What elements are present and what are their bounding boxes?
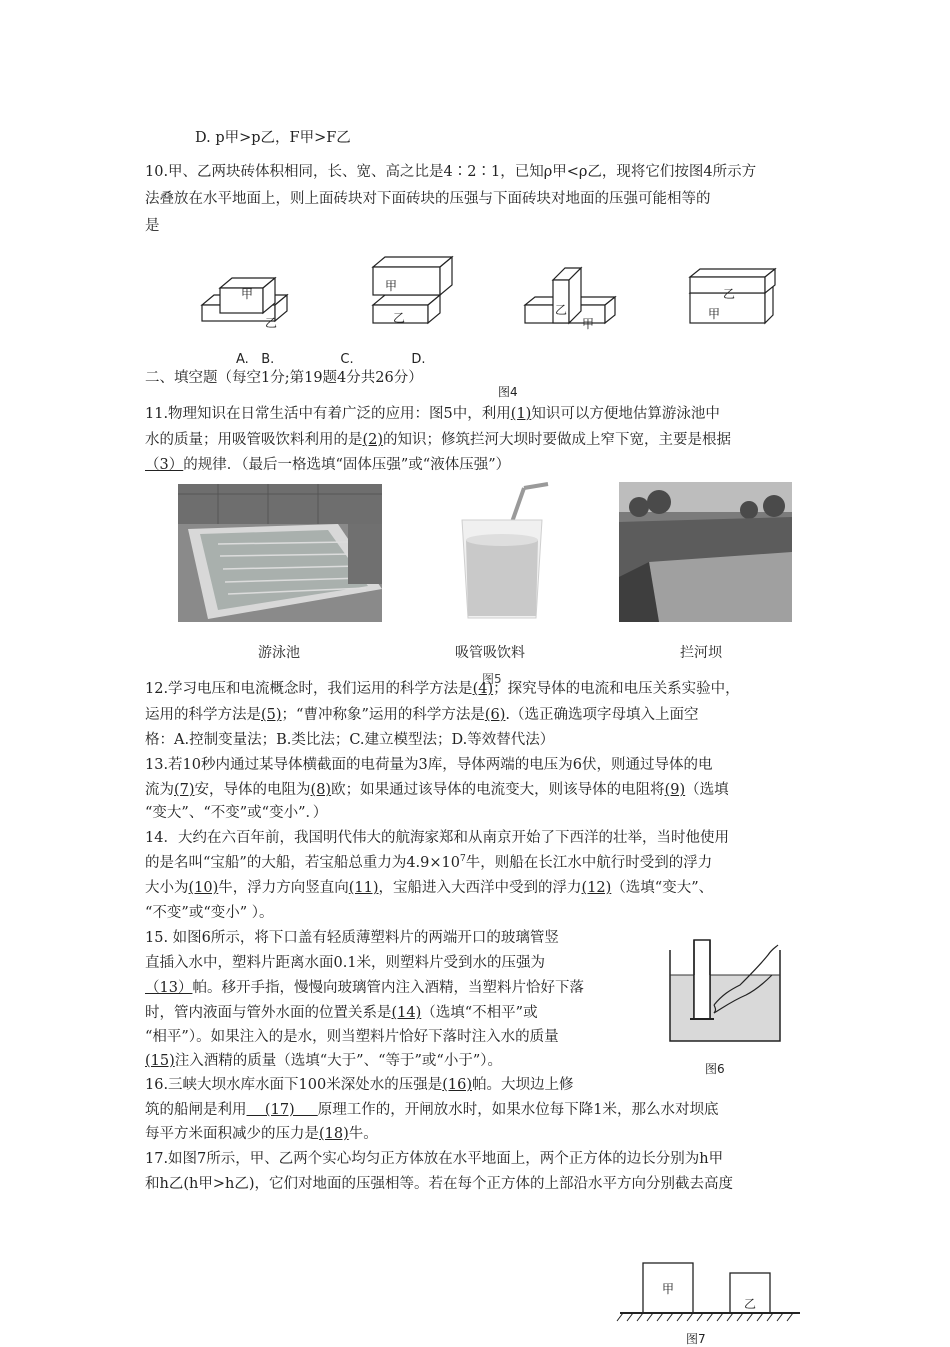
blank-9: (9) (664, 782, 686, 798)
figure-4-bricks (195, 250, 795, 340)
cube-jia-label: 甲 (662, 1282, 675, 1296)
blank-3: （3） (145, 457, 184, 473)
photo-caption-dam: 拦河坝 (680, 645, 722, 661)
blank-2: (2) (362, 432, 384, 448)
swimming-pool-photo (178, 484, 382, 622)
q11-line3: （3）的规律．（最后一格选填“固体压强”或“液体压强”） (145, 457, 511, 473)
blank-14: (14) (391, 1005, 422, 1021)
q14-line2: 的是名叫“宝船”的大船，若宝船总重力为$4.9\times 10^7$牛，则船在长江水中航行时受到的浮力 (145, 854, 713, 871)
brick-stack-c (525, 268, 615, 323)
q10-line3: 是 (145, 218, 160, 234)
photo-caption-straw: 吸管吸饮料 (455, 645, 525, 661)
q15-line4: 时，管内液面与管外水面的位置关系是(14)（选填“不相平”或 (145, 1005, 538, 1021)
q10-line1: 10.甲、乙两块砖体积相同，长、宽、高之比是4∶2∶1，已知ρ甲<ρ乙，现将它们按图4所示方 (145, 164, 757, 180)
figure-7-caption: 图7 (686, 1332, 706, 1346)
brick-d-jia-label: 甲 (708, 307, 721, 321)
q12-line1: 12.学习电压和电流概念时，我们运用的科学方法是(4)；探究导体的电流和电压关系实验中， (145, 681, 740, 697)
q14-line4: “不变”或“变小” ）。 (145, 905, 274, 921)
blank-16: (16) (442, 1077, 472, 1093)
q11-line1: 11.物理知识在日常生活中有着广泛的应用：图5中，利用(1)知识可以方便地估算游泳池中 (145, 406, 720, 422)
q10-option-labels: A. B. C. D. (236, 352, 426, 367)
blank-13: （13） (145, 980, 193, 996)
q14-line3: 大小为(10)牛，浮力方向竖直向(11)，宝船进入大西洋中受到的浮力(12)（选填“变大”、 (145, 880, 714, 896)
brick-b-jia-label: 甲 (385, 279, 398, 293)
river-dam-photo (619, 482, 792, 622)
q16-line2: 筑的船闸是利用 (17) 原理工作的，开闸放水时，如果水位每下降1米，那么水对坝底 (145, 1102, 719, 1118)
brick-c-jia-label: 甲 (582, 317, 595, 331)
blank-5: (5) (261, 707, 282, 723)
blank-11: (11) (348, 880, 379, 896)
q13-line3: “变大”、“不变”或“变小”．） (145, 805, 328, 821)
figure-6-tube-in-water (660, 935, 790, 1045)
brick-d-yi-label: 乙 (723, 287, 736, 301)
q15-line5: “相平”）。如果注入的是水，则当塑料片恰好下落时注入水的质量 (145, 1029, 559, 1045)
figure-6-caption: 图6 (705, 1062, 725, 1076)
section-2-title: 二、填空题（每空1分;第19题4分共26分） (145, 370, 423, 386)
ship-weight: $4.9\times 10^7$ (406, 854, 466, 871)
brick-a-yi-label: 乙 (265, 316, 278, 330)
q14-line1: 14．大约在六百年前，我国明代伟大的航海家郑和从南京开始了下西洋的壮举，当时他使用 (145, 830, 729, 846)
q15-line1: 15. 如图6所示，将下口盖有轻质薄塑料片的两端开口的玻璃管竖 (145, 930, 559, 946)
blank-4: (4) (472, 681, 494, 697)
blank-1: (1) (510, 406, 532, 422)
q15-line6: (15)注入酒精的质量（选填“大于”、“等于”或“小于”）。 (145, 1053, 502, 1069)
q9-option-d: D. p甲>p乙，F甲>F乙 (195, 130, 351, 146)
blank-12: (12) (581, 880, 612, 896)
brick-b-yi-label: 乙 (393, 311, 406, 325)
q12-line3: 格：A.控制变量法；B.类比法；C.建立模型法；D.等效替代法） (145, 732, 555, 748)
q17-line1: 17.如图7所示，甲、乙两个实心均匀正方体放在水平地面上，两个正方体的边长分别为h甲 (145, 1151, 724, 1167)
blank-18: (18) (319, 1126, 349, 1142)
q10-line2: 法叠放在水平地面上，则上面砖块对下面砖块的压强与下面砖块对地面的压强可能相等的 (145, 191, 711, 207)
blank-15: (15) (145, 1053, 175, 1069)
blank-10: (10) (188, 880, 219, 896)
q16-line3: 每平方米面积减少的压力是(18)牛。 (145, 1126, 378, 1142)
figure-7-cubes (615, 1255, 805, 1330)
blank-6: (6) (484, 707, 506, 723)
brick-a-jia-label: 甲 (241, 287, 254, 301)
q15-line3: （13）帕。移开手指，慢慢向玻璃管内注入酒精，当塑料片恰好下落 (145, 980, 584, 996)
q11-line2: 水的质量；用吸管吸饮料利用的是(2)的知识；修筑拦河大坝时要做成上窄下宽，主要是根据 (145, 432, 732, 448)
figure-4-caption: 图4 (498, 385, 518, 399)
brick-c-yi-label: 乙 (555, 303, 568, 317)
q17-line2: 和h乙(h甲>h乙)，它们对地面的压强相等。若在每个正方体的上部沿水平方向分别截去高度 (145, 1176, 733, 1192)
q13-line1: 13.若10秒内通过某导体横截面的电荷量为3库，导体两端的电压为6伏，则通过导体的电 (145, 757, 713, 773)
blank-17: (17) (246, 1102, 318, 1118)
q12-line2: 运用的科学方法是(5)；“曹冲称象”运用的科学方法是(6).（选正确选项字母填入上面空 (145, 707, 699, 723)
blank-8: (8) (310, 782, 332, 798)
photo-caption-pool: 游泳池 (258, 645, 300, 661)
blank-7: (7) (174, 782, 195, 798)
figure-5-caption: 图5 (482, 672, 502, 686)
q15-line2: 直插入水中，塑料片距离水面0.1米，则塑料片受到水的压强为 (145, 955, 546, 971)
drink-straw-photo (452, 480, 552, 622)
q13-line2: 流为(7)安，导体的电阻为(8)欧；如果通过该导体的电流变大，则该导体的电阻将(9)（选填 (145, 782, 729, 798)
q16-line1: 16.三峡大坝水库水面下100米深处水的压强是(16)帕。大坝边上修 (145, 1077, 574, 1093)
cube-yi-label: 乙 (744, 1297, 757, 1311)
